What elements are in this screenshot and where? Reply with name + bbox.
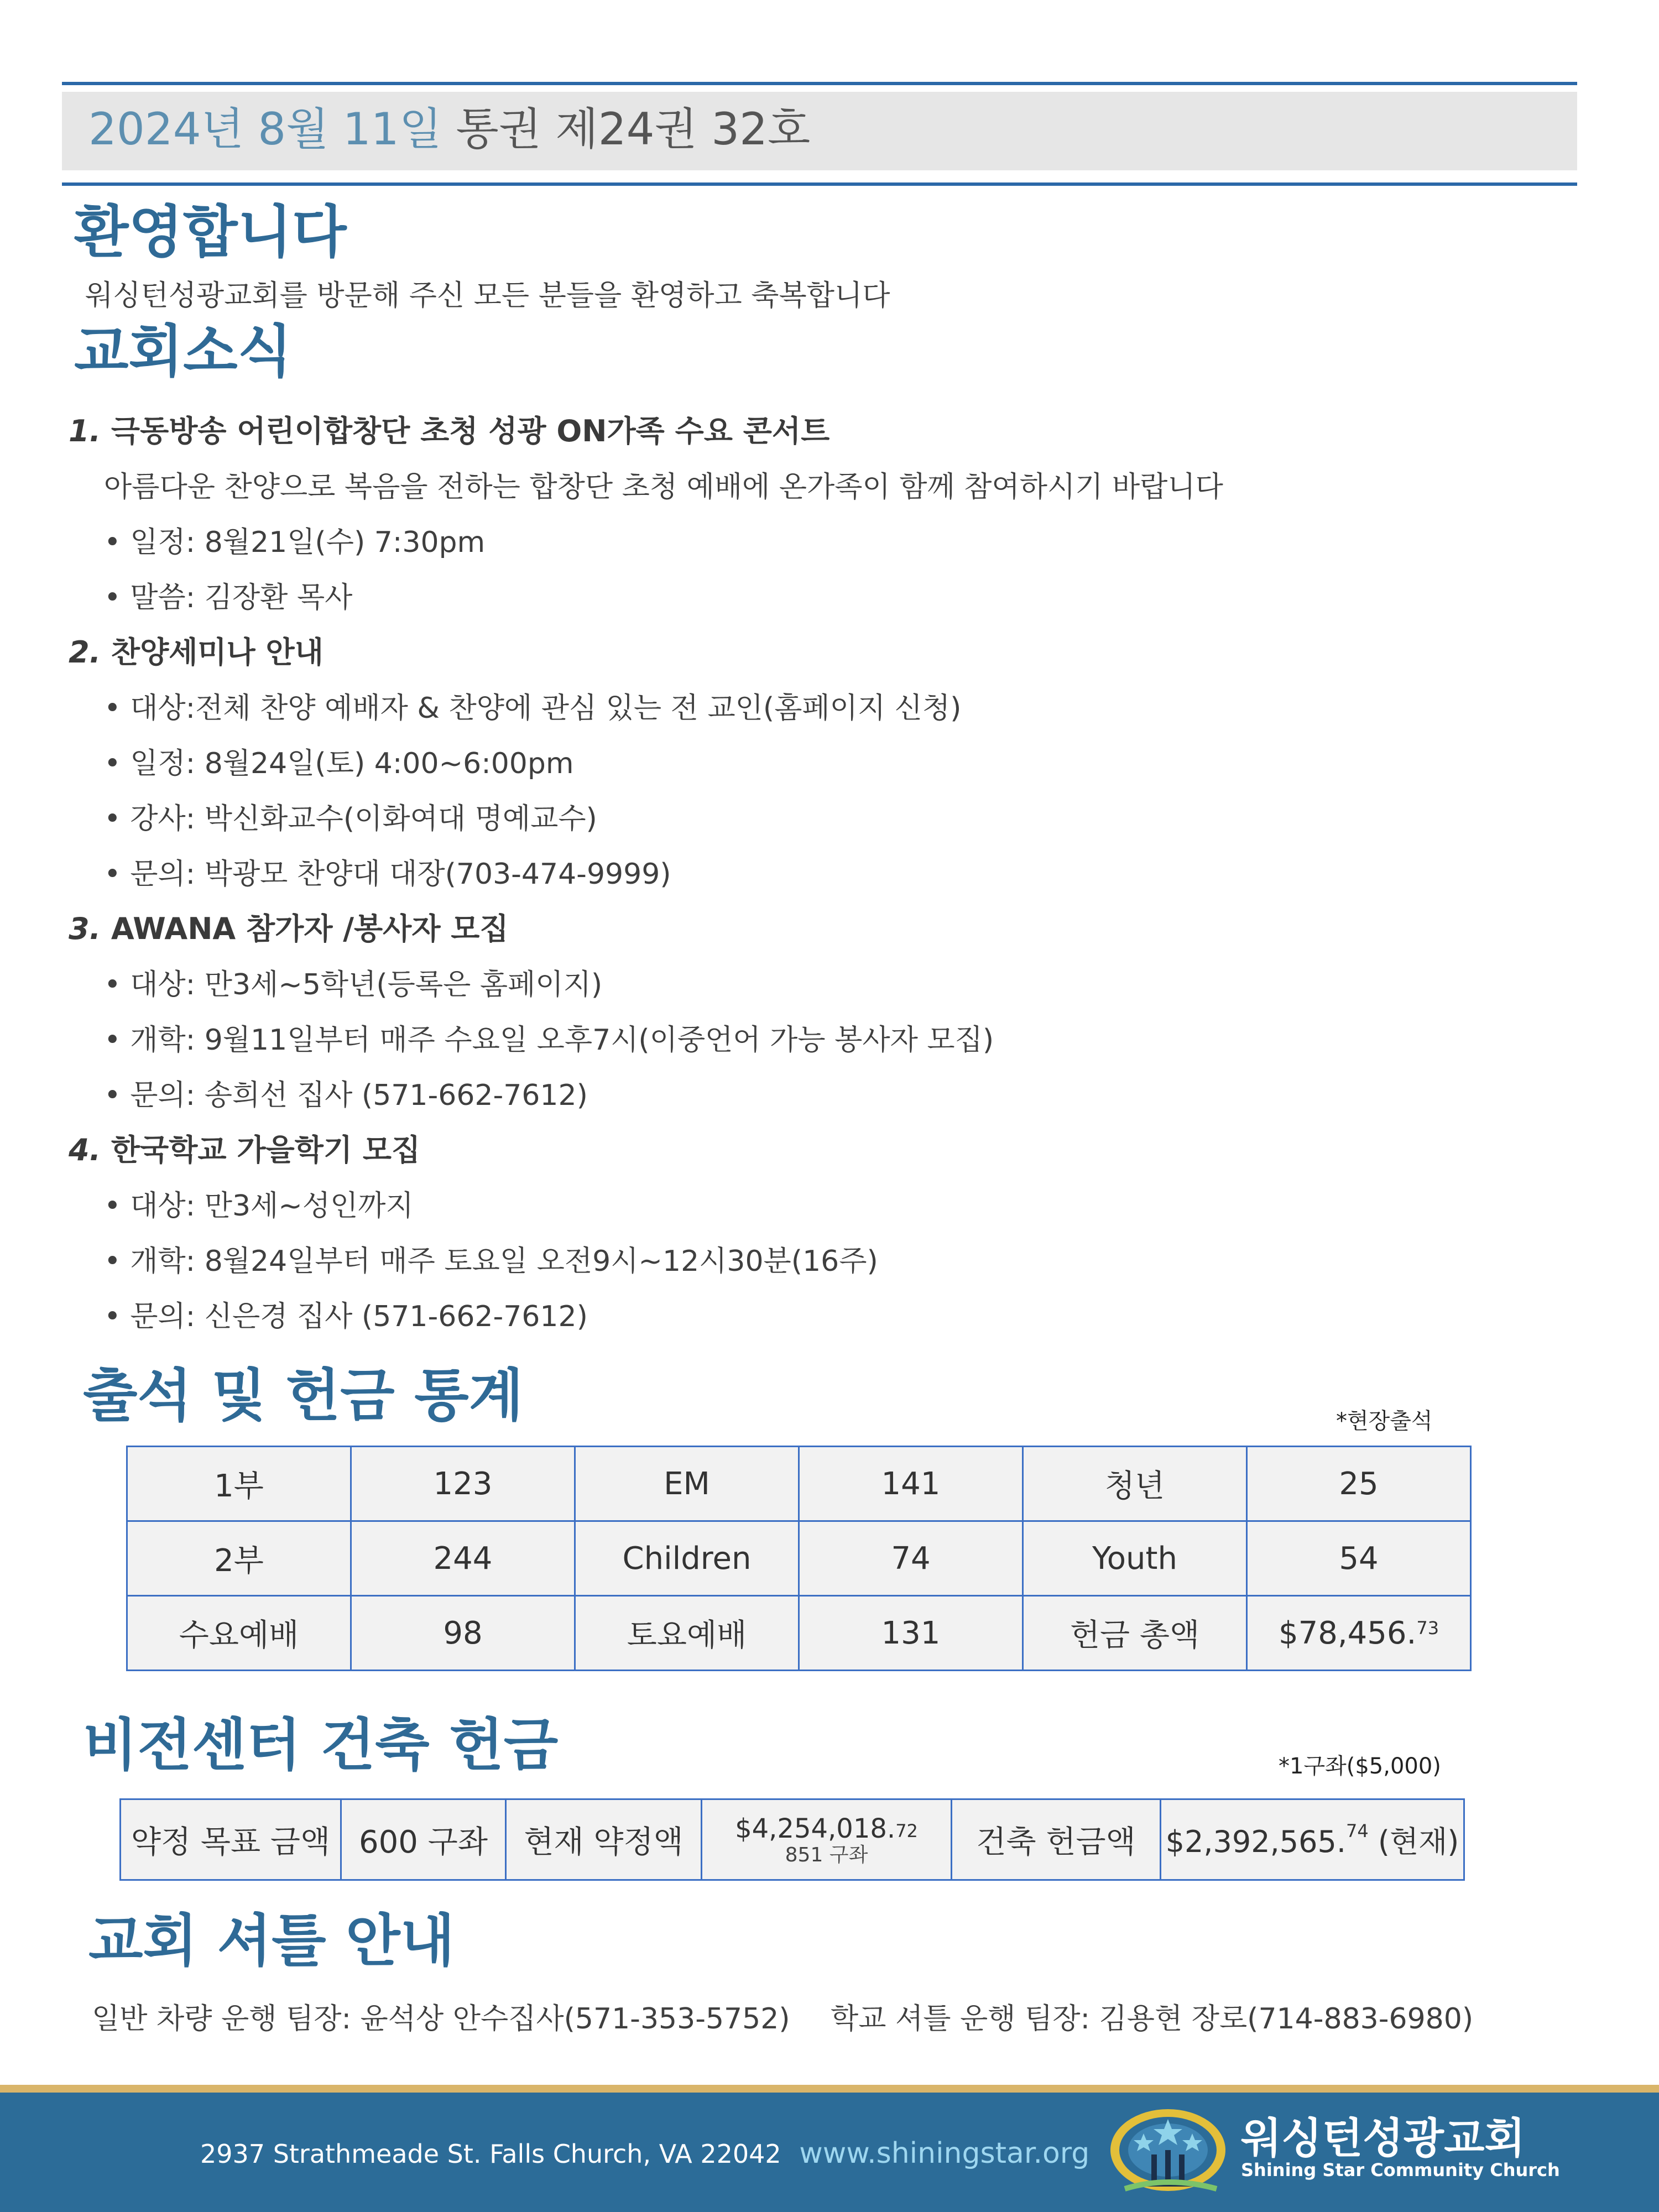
news-item-title: 극동방송 어린이합창단 초청 성광 ON가족 수요 콘서트 <box>111 414 830 448</box>
table-row <box>127 1596 1471 1671</box>
stats-cell: Children <box>575 1521 799 1596</box>
stats-cell: 청년 <box>1023 1447 1247 1521</box>
news-item-title: 찬양세미나 안내 <box>111 635 324 670</box>
vision-goal-label: 약정 목표 금액 <box>121 1799 341 1880</box>
stats-cell: 131 <box>799 1596 1023 1671</box>
vision-table <box>119 1798 1465 1881</box>
vision-note: *1구좌($5,000) <box>1279 1754 1441 1779</box>
vision-building-cents: 74 <box>1346 1820 1369 1841</box>
stats-cell: 123 <box>351 1447 575 1521</box>
vision-building-suffix: (현재) <box>1368 1824 1459 1859</box>
vision-building-cell <box>1161 1799 1464 1880</box>
vision-pledge-cents: 72 <box>895 1820 918 1841</box>
table-row <box>127 1447 1471 1521</box>
church-name-english: Shining Star Community Church <box>1241 2159 1560 2180</box>
table-row <box>127 1521 1471 1596</box>
news-item-3-bullet: • 개학: 9월11일부터 매주 수요일 오후7시(이중언어 가능 봉사자 모집) <box>104 1024 994 1057</box>
news-item-2-heading <box>69 633 324 672</box>
vision-building-label: 건축 헌금액 <box>952 1799 1161 1880</box>
church-logo-icon <box>1108 2106 1235 2200</box>
news-item-3-heading <box>69 909 509 949</box>
stats-cell: 헌금 총액 <box>1023 1596 1247 1671</box>
footer-contact <box>200 2136 1089 2172</box>
vision-building-amount: $2,392,565. <box>1165 1824 1346 1859</box>
vision-title: 비전센터 건축 헌금 <box>83 1713 559 1778</box>
vision-pledge-label: 현재 약정액 <box>506 1799 702 1880</box>
shuttle-general: 일반 차량 운행 팀장: 윤석상 안수집사(571-353-5752) <box>92 2002 790 2036</box>
stats-cell: 1부 <box>127 1447 351 1521</box>
vision-pledge-amount: $4,254,018. <box>735 1813 896 1844</box>
news-item-1-heading <box>69 411 830 451</box>
bulletin-header <box>88 98 810 160</box>
news-item-3-bullet: • 문의: 송희선 집사 (571-662-7612) <box>104 1079 588 1112</box>
header-bottom-rule <box>62 182 1577 186</box>
news-item-title: AWANA 참가자 /봉사자 모집 <box>111 911 509 946</box>
stats-cell: 토요예배 <box>575 1596 799 1671</box>
stats-cell: 244 <box>351 1521 575 1596</box>
news-item-number: 1. <box>69 414 101 448</box>
table-row <box>121 1799 1464 1880</box>
news-item-number: 3. <box>69 911 101 946</box>
news-item-2-bullet: • 대상:전체 찬양 예배자 & 찬양에 관심 있는 전 교인(홈페이지 신청) <box>104 692 962 725</box>
vision-pledge-cell <box>702 1799 952 1880</box>
news-item-number: 4. <box>69 1133 101 1167</box>
news-title: 교회소식 <box>74 319 293 385</box>
stats-note: *현장출석 <box>1336 1408 1433 1434</box>
vision-pledge-units: 851 구좌 <box>785 1843 868 1866</box>
news-item-4-bullet: • 대상: 만3세~성인까지 <box>104 1190 414 1223</box>
stats-cell: 25 <box>1247 1447 1471 1521</box>
news-item-1-bullet: • 말씀: 김장환 목사 <box>104 581 353 614</box>
vision-goal-value: 600 구좌 <box>341 1799 506 1880</box>
stats-cell: 98 <box>351 1596 575 1671</box>
shuttle-title: 교회 셔틀 안내 <box>88 1908 455 1974</box>
offering-total-cents: 73 <box>1416 1617 1439 1639</box>
news-item-2-bullet: • 강사: 박신화교수(이화여대 명예교수) <box>104 802 597 836</box>
news-item-4-bullet: • 개학: 8월24일부터 매주 토요일 오전9시~12시30분(16주) <box>104 1245 878 1278</box>
stats-cell: Youth <box>1023 1521 1247 1596</box>
offering-total-cell <box>1247 1596 1471 1671</box>
stats-table <box>126 1446 1472 1671</box>
stats-cell: 수요예배 <box>127 1596 351 1671</box>
news-item-1-description: 아름다운 찬양으로 복음을 전하는 합창단 초청 예배에 온가족이 함께 참여하시기 바랍니다 <box>104 471 1223 504</box>
church-name-korean: 워싱턴성광교회 <box>1241 2114 1525 2163</box>
offering-total-amount: $78,456. <box>1278 1615 1417 1651</box>
news-item-2-bullet: • 문의: 박광모 찬양대 대장(703-474-9999) <box>104 858 671 891</box>
news-item-3-bullet: • 대상: 만3세~5학년(등록은 홈페이지) <box>104 968 603 1001</box>
news-item-title: 한국학교 가을학기 모집 <box>111 1133 421 1167</box>
bulletin-date: 2024년 8월 11일 <box>88 103 442 155</box>
stats-cell: 74 <box>799 1521 1023 1596</box>
footer-website-link[interactable]: www.shiningstar.org <box>799 2137 1090 2170</box>
news-item-2-bullet: • 일정: 8월24일(토) 4:00~6:00pm <box>104 747 574 780</box>
bulletin-volume: 통권 제24권 32호 <box>456 103 811 155</box>
news-item-number: 2. <box>69 635 101 670</box>
stats-cell: 2부 <box>127 1521 351 1596</box>
welcome-title: 환영합니다 <box>74 200 347 265</box>
stats-cell: 54 <box>1247 1521 1471 1596</box>
welcome-text: 워싱턴성광교회를 방문해 주신 모든 분들을 환영하고 축복합니다 <box>85 279 890 312</box>
news-item-4-bullet: • 문의: 신은경 집사 (571-662-7612) <box>104 1300 588 1333</box>
stats-cell: 141 <box>799 1447 1023 1521</box>
news-item-4-heading <box>69 1130 420 1170</box>
footer-address: 2937 Strathmeade St. Falls Church, VA 22042 <box>200 2139 781 2169</box>
header-top-rule <box>62 82 1577 85</box>
shuttle-school: 학교 셔틀 운행 팀장: 김용현 장로(714-883-6980) <box>831 2002 1474 2036</box>
stats-cell: EM <box>575 1447 799 1521</box>
footer-accent-rule <box>0 2085 1659 2093</box>
stats-title: 출석 및 헌금 통계 <box>83 1363 524 1429</box>
news-item-1-bullet: • 일정: 8월21일(수) 7:30pm <box>104 526 486 559</box>
